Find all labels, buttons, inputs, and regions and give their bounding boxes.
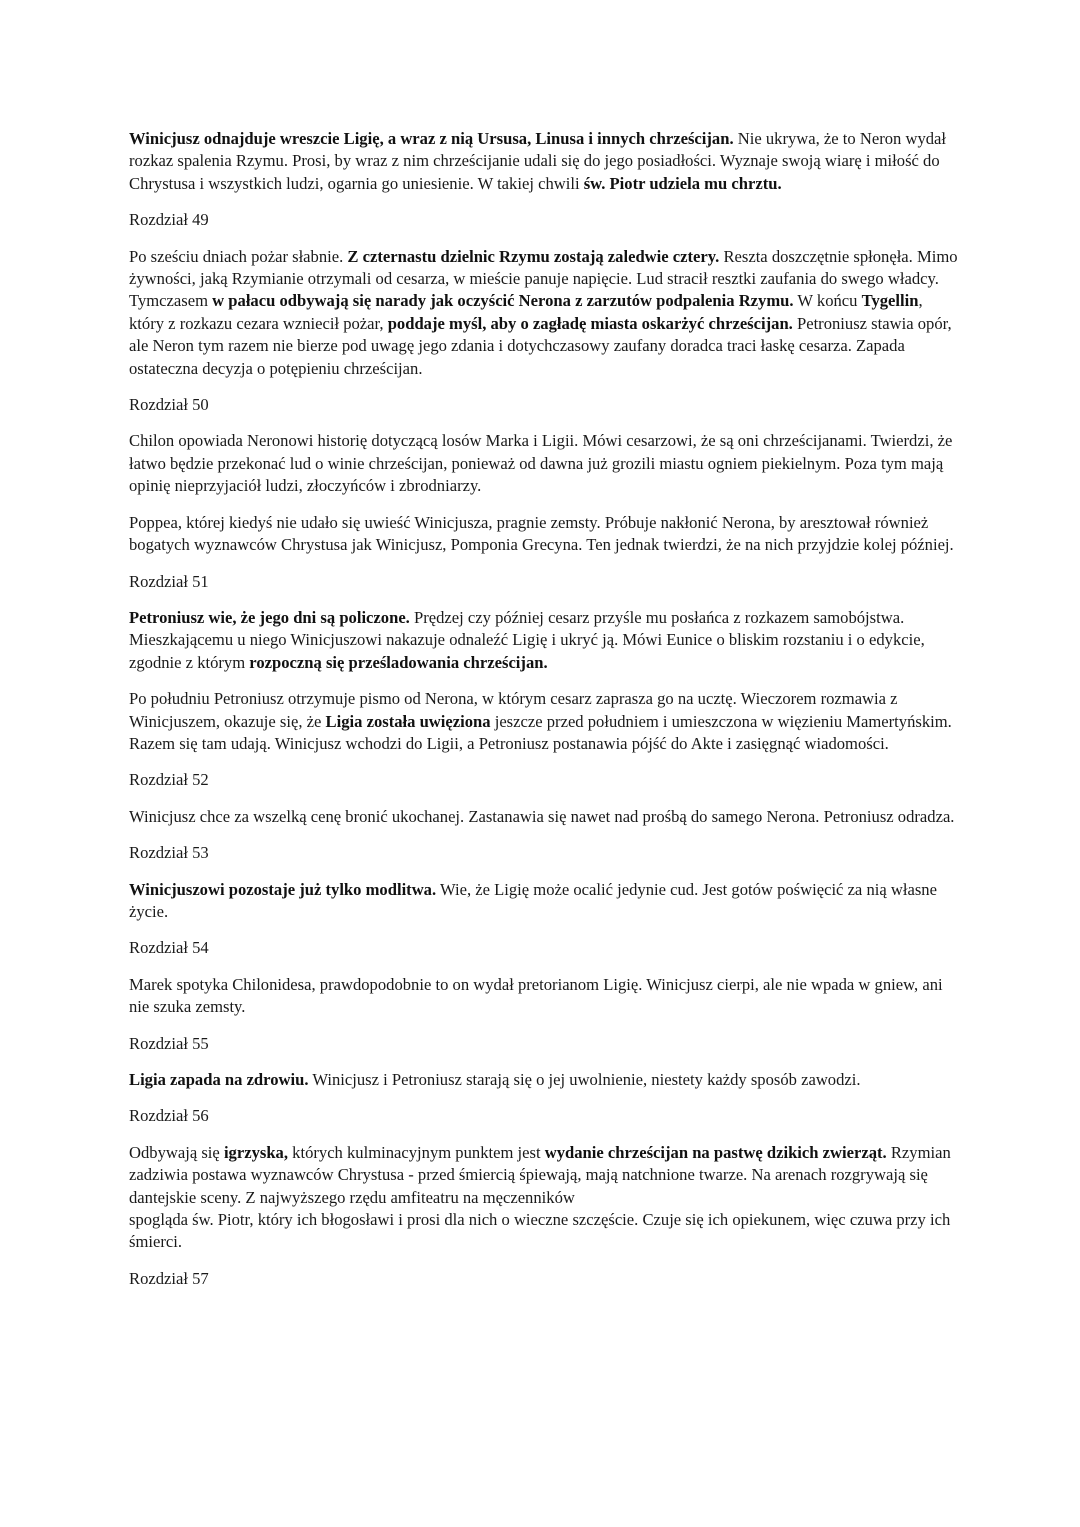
bold-phrase: Petroniusz wie, że jego dni są policzone. — [129, 607, 410, 627]
text-run: Marek spotyka Chilonidesa, prawdopodobnie to on wydał pretorianom Ligię. Winicjusz cierpi, ale nie wpada w gniew, ani nie szuka zemsty. — [129, 974, 943, 1017]
summary-paragraph — [129, 128, 959, 195]
text-run: Nie ukrywa, że to Neron wydał rozkaz spalenia Rzymu. Prosi, by wraz z nim chrześcijanie udali się do jego posiadłości. Wyznaje swoją wiarę i miłość do Chrystusa i wszystkich ludzi, ogarnia go uniesienie. W takiej chwili — [129, 129, 947, 193]
summary-paragraph — [129, 879, 959, 924]
chapter-heading: Rozdział 54 — [129, 938, 209, 958]
bold-phrase: igrzyska, — [223, 1142, 289, 1162]
text-run: Winicjusz i Petroniusz starają się o jej uwolnienie, niestety każdy sposób zawodzi. — [308, 1070, 861, 1089]
chapter-heading: Rozdział 52 — [129, 770, 209, 790]
text-run: Rzymian zadziwia postawa wyznawców Chrystusa - przed śmiercią śpiewają, mają natchnione twarze. Na arenach rozgrywają się dantejskie sceny. Z najwyższego rzędu amfiteatru na męczenników — [129, 1142, 951, 1207]
bold-phrase: św. Piotr udziela mu chrztu. — [583, 173, 782, 193]
text-run: Reszta doszczętnie spłonęła. Mimo żywności, jaką Rzymianie otrzymali od cesarza, w mieście panuje napięcie. Lud stracił resztki zaufania do swego władcy. Tymczasem — [129, 246, 958, 311]
bold-phrase: Z czternastu dzielnic Rzymu zostają zaledwie cztery. — [347, 246, 720, 266]
text-run: Chilon opowiada Neronowi historię dotyczącą losów Marka i Ligii. Mówi cesarzowi, że są oni chrześcijanami. Twierdzi, że łatwo będzie przekonać lud o winie chrześcijan, ponieważ od dawna już grozili miastu ogniem piekielnym. Poza tym mają opinię nieprzyjaciół ludzi, złoczyńców i zbrodniarzy. — [129, 431, 953, 496]
bold-phrase: w pałacu odbywają się narady jak oczyścić Nerona z zarzutów podpalenia Rzymu. — [212, 291, 794, 311]
bold-phrase: poddaje myśl, aby o zagładę miasta oskarżyć chrześcijan. — [387, 313, 793, 333]
text-run: spogląda św. Piotr, który ich błogosławi i prosi dla nich o wieczne szczęście. Czuje się ich opiekunem, więc czuwa przy ich śmierci. — [129, 1210, 951, 1252]
text-run: których kulminacyjnym punktem jest — [288, 1142, 545, 1162]
bold-phrase: wydanie chrześcijan na pastwę dzikich zwierząt. — [544, 1142, 887, 1162]
chapter-heading: Rozdział 53 — [129, 843, 209, 863]
chapter-heading: Rozdział 55 — [129, 1033, 209, 1053]
text-run: Po sześciu dniach pożar słabnie. — [129, 246, 348, 266]
bold-phrase: Winicjuszowi pozostaje już tylko modlitwa. — [129, 879, 437, 899]
text-run: Po południu Petroniusz otrzymuje pismo od Nerona, w którym cesarz zaprasza go na ucztę. Wieczorem rozmawia z Winicjuszem, okazuje się, że — [129, 689, 898, 731]
bold-phrase: Winicjusz odnajduje wreszcie Ligię, a wraz z nią Ursusa, Linusa i innych chrześcijan. — [129, 129, 734, 148]
text-run: Poppea, której kiedyś nie udało się uwieść Winicjusza, pragnie zemsty. Próbuje nakłonić Nerona, by aresztował również bogatych wyznawców Chrystusa jak Winicjusz, Pomponia Grecyna. Ten jednak twierdzi, że na nich przyjdzie kolej później. — [129, 512, 954, 555]
chapter-heading: Rozdział 51 — [129, 571, 209, 591]
text-run: jeszcze przed południem i umieszczona w więzieniu Mamertyńskim. Razem się tam udają. Winicjusz wchodzi do Ligii, a Petroniusz postanawia pójść do Akte i zasięgnąć wiadomości. — [129, 711, 952, 753]
bold-phrase: rozpoczną się prześladowania chrześcijan. — [249, 652, 548, 672]
chapter-heading: Rozdział 56 — [129, 1106, 209, 1126]
summary-paragraph — [129, 607, 959, 674]
summary-paragraph — [129, 430, 959, 497]
summary-paragraph — [129, 806, 959, 828]
text-run: Winicjusz chce za wszelką cenę bronić ukochanej. Zastanawia się nawet nad prośbą do samego Nerona. Petroniusz odradza. — [129, 806, 955, 826]
bold-phrase: Ligia została uwięziona — [325, 711, 491, 731]
text-run: Petroniusz stawia opór, ale Neron tym razem nie bierze pod uwagę jego zdania i dotychczasowy zaufany doradca traci łaskę cesarza. Zapada ostateczna decyzja o potępieniu chrześcijan. — [129, 313, 952, 378]
bold-phrase: Ligia zapada na zdrowiu. — [129, 1070, 309, 1089]
summary-paragraph — [129, 1142, 959, 1254]
summary-paragraph — [129, 246, 959, 380]
bold-phrase: Tygellin — [861, 291, 919, 311]
text-run: , który z rozkazu cezara wzniecił pożar, — [129, 291, 923, 333]
text-run: W końcu — [793, 291, 862, 311]
summary-paragraph — [129, 1069, 959, 1091]
summary-paragraph — [129, 688, 959, 755]
chapter-heading: Rozdział 50 — [129, 395, 209, 415]
text-run: Prędzej czy później cesarz przyśle mu posłańca z rozkazem samobójstwa. Mieszkającemu u niego Winicjuszowi nakazuje odnaleźć Ligię i ukryć ją. Mówi Eunice o bliskim rozstaniu i o edykcie, zgodnie z którym — [129, 607, 925, 672]
chapter-heading: Rozdział 49 — [129, 210, 209, 230]
text-run: Wie, że Ligię może ocalić jedynie cud. Jest gotów poświęcić za nią własne życie. — [129, 879, 937, 921]
summary-paragraph — [129, 512, 959, 557]
text-run: Odbywają się — [129, 1142, 224, 1162]
chapter-heading: Rozdział 57 — [129, 1268, 209, 1288]
summary-paragraph — [129, 974, 959, 1019]
document-page — [129, 128, 959, 1304]
